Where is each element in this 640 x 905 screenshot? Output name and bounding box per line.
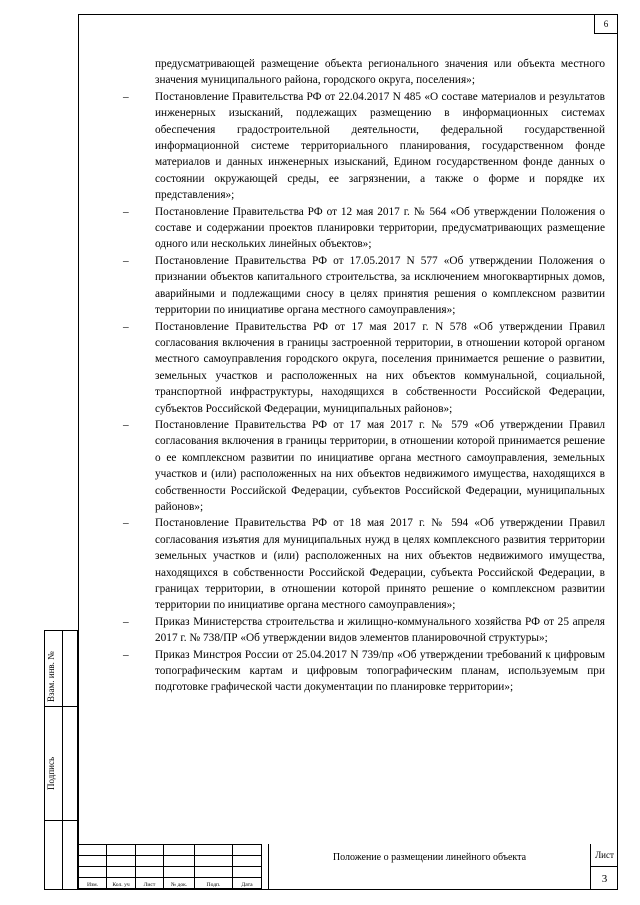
col-kol-uch: Кол. уч [107, 878, 136, 889]
col-signature: Подп. [195, 878, 233, 889]
col-date: Дата [233, 878, 262, 889]
list-item-text: Постановление Правительства РФ от 17 мая 2017 г. № 579 «Об утверждении Правил согласования включения в границы территории, в отношении которой принимается решение о ее комплексном развитии по инициативе органа местного самоуправления, земельных участков и (или) расположенных на них объектов недвижимого имущества, находящихся в собственности Российской Федерации, субъектов Российской Федерации, муниципальных районов»; [155, 418, 605, 513]
list-item [123, 89, 605, 204]
list-item [123, 417, 605, 515]
list-item [123, 204, 605, 253]
list-item-text: Постановление Правительства РФ от 17.05.2017 N 577 «Об утверждении Положения о признании объектов капитального строительства, за исключением многоквартирных домов, аварийными и подлежащими сносу в целях принятия решения о комплексном развитии территории по инициативе органа местного самоуправления»; [155, 254, 605, 317]
list-dash: – [123, 517, 129, 530]
list-item [123, 647, 605, 696]
title-block [78, 844, 618, 890]
lead-paragraph: предусматривающей размещение объекта регионального значения или объекта местного значения муниципального района, городского округа, поселения»; [155, 58, 605, 87]
list-item-text: Приказ Министерства строительства и жилищно-коммунального хозяйства РФ от 25 апреля 2017 г. № 738/ПР «Об утверждении видов элементов планировочной структуры»; [155, 615, 605, 645]
list-item-text: Постановление Правительства РФ от 22.04.2017 N 485 «О составе материалов и результатов инженерных изысканий, подлежащих размещению в информационных системах обеспечения градостроительной деятельности, федеральной государственной информационной системе территориального планирования, государственном фонде материалов и данных инженерных изысканий, Едином государственном фонде данных о состоянии окружающей среды, ее загрязнении, а также о форме и порядке их представления»; [155, 90, 605, 202]
list-item-text: Постановление Правительства РФ от 18 мая 2017 г. № 594 «Об утверждении Правил согласования изъятия для муниципальных нужд в целях комплексного развития территории земельных участков и (или) расположенных на них объектов недвижимого имущества, находящихся в собственности Российской Федерации, субъекта Российской Федерации, в границах территории, в отношении которой принято решение о комплексном развитии территории по инициативе органа местного самоуправления»; [155, 517, 605, 612]
side-strip-divider [62, 630, 63, 890]
list-item [123, 614, 605, 647]
sheet-label: Лист [591, 844, 618, 867]
revision-table [78, 844, 262, 889]
col-doc-number: № док. [164, 878, 195, 889]
list-item [123, 515, 605, 613]
list-item-text: Приказ Минстроя России от 25.04.2017 N 739/пр «Об утверждении требований к цифровым топографическим картам и цифровым топографическим планам, используемым при подготовке графической части документации по планировке территории»; [155, 648, 605, 694]
side-label-signature: Подпись [46, 756, 56, 790]
side-strip-rule [44, 706, 78, 707]
list-item [123, 319, 605, 417]
document-body [123, 56, 605, 696]
col-izm: Изм. [79, 878, 107, 889]
list-item-text: Постановление Правительства РФ от 12 мая 2017 г. № 564 «Об утверждении Положения о составе и содержании проектов планировки территории, предусматривающих размещение одного или нескольких линейных объектов»; [155, 205, 605, 251]
sheet-box [590, 844, 618, 890]
side-strip-rule [44, 820, 78, 821]
list-dash: – [123, 615, 129, 628]
list-dash: – [123, 254, 129, 267]
list-dash: – [123, 320, 129, 333]
list-dash: – [123, 205, 129, 218]
list-dash: – [123, 648, 129, 661]
sheet-number: 3 [601, 873, 608, 885]
col-list: Лист [136, 878, 164, 889]
side-strip [44, 630, 78, 890]
side-label-replacement-inv: Взам. инв. № [46, 651, 56, 702]
list-item-text: Постановление Правительства РФ от 17 мая 2017 г. N 578 «Об утверждении Правил согласования включения в границы застроенной территории, в отношении которой органом местного самоуправления городского округа, поселения принимается решение о развитии, земельных участков и расположенных на них объектов коммунальной, социальной, транспортной инфраструктуры, находящихся в собственности Российской Федерации, субъектов Российской Федерации, муниципальных районов»; [155, 320, 605, 415]
list-dash: – [123, 90, 129, 103]
document-title: Положение о размещении линейного объекта [268, 844, 590, 890]
list-dash: – [123, 418, 129, 431]
corner-page-number: 6 [594, 15, 617, 34]
list-item [123, 253, 605, 319]
